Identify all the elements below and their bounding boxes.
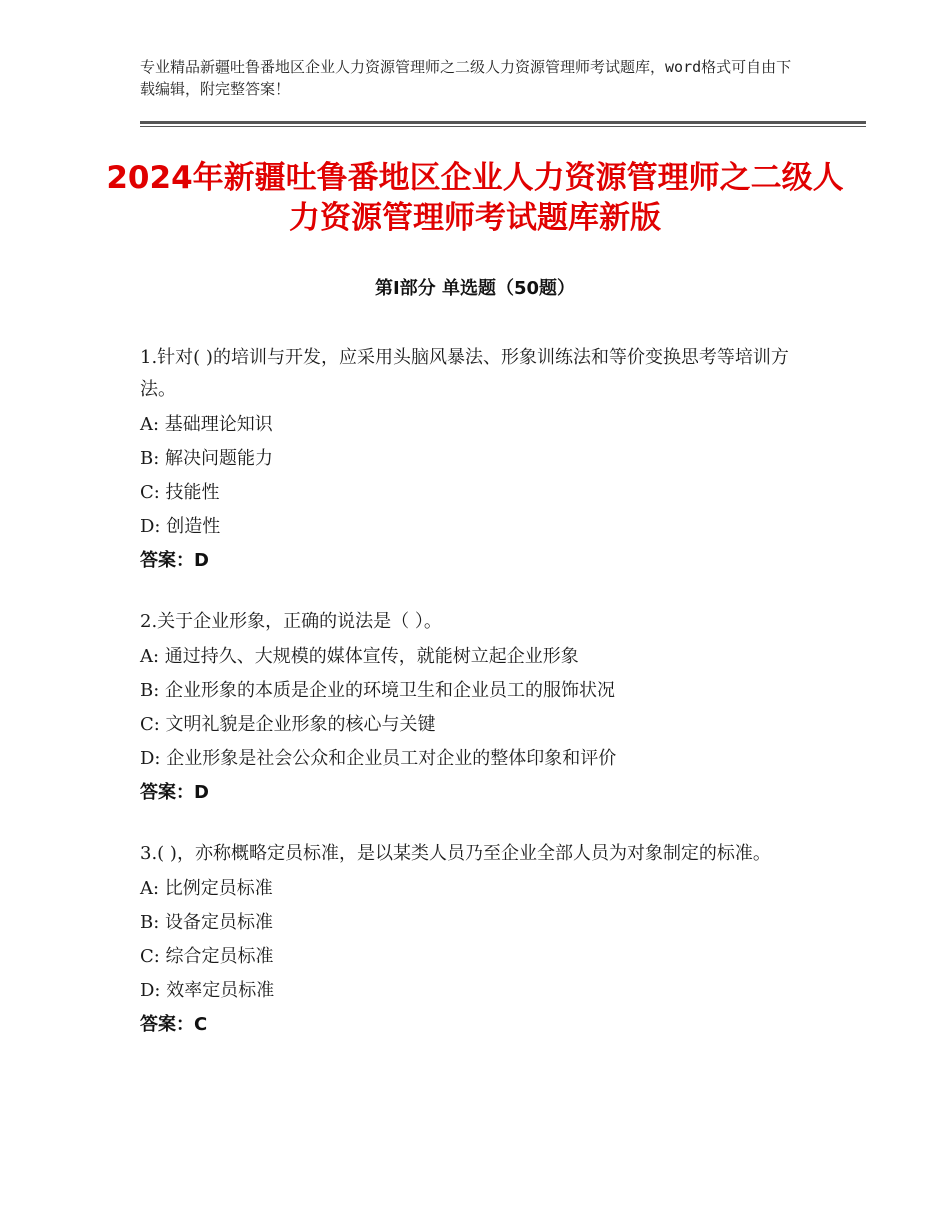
section-title: 第Ⅰ部分 单选题（50题）	[374, 278, 575, 299]
header-note: 专业精品新疆吐鲁番地区企业人力资源管理师之二级人力资源管理师考试题库，word格式可自由下载编辑，附完整答案！	[140, 58, 792, 98]
document-title: 2024年新疆吐鲁番地区企业人力资源管理师之二级人力资源管理师考试题库新版	[106, 160, 844, 236]
option-d: D: 效率定员标准	[140, 980, 275, 1001]
option-c: C: 文明礼貌是企业形象的核心与关键	[140, 714, 436, 735]
question-3	[140, 838, 820, 1042]
option-a: A: 基础理论知识	[140, 414, 273, 435]
option-c: C: 技能性	[140, 482, 220, 503]
question-stem: 3.( )，亦称概略定员标准，是以某类人员乃至企业全部人员为对象制定的标准。	[140, 843, 771, 864]
question-stem: 1.针对( )的培训与开发，应采用头脑风暴法、形象训练法和等价变换思考等培训方法。	[140, 347, 789, 400]
option-d: D: 企业形象是社会公众和企业员工对企业的整体印象和评价	[140, 748, 617, 769]
option-b: B: 设备定员标准	[140, 912, 274, 933]
question-1	[140, 342, 820, 578]
question-stem: 2.关于企业形象，正确的说法是（ ）。	[140, 611, 442, 632]
option-b: B: 解决问题能力	[140, 448, 274, 469]
option-c: C: 综合定员标准	[140, 946, 274, 967]
header-divider-thin	[140, 126, 866, 127]
option-d: D: 创造性	[140, 516, 221, 537]
answer: 答案：D	[140, 550, 209, 571]
option-b: B: 企业形象的本质是企业的环境卫生和企业员工的服饰状况	[140, 680, 616, 701]
header-divider-thick	[140, 121, 866, 124]
question-list	[140, 342, 820, 1070]
question-2	[140, 606, 820, 810]
answer: 答案：D	[140, 782, 209, 803]
option-a: A: 比例定员标准	[140, 878, 273, 899]
option-a: A: 通过持久、大规模的媒体宣传，就能树立起企业形象	[140, 646, 579, 667]
answer: 答案：C	[140, 1014, 208, 1035]
